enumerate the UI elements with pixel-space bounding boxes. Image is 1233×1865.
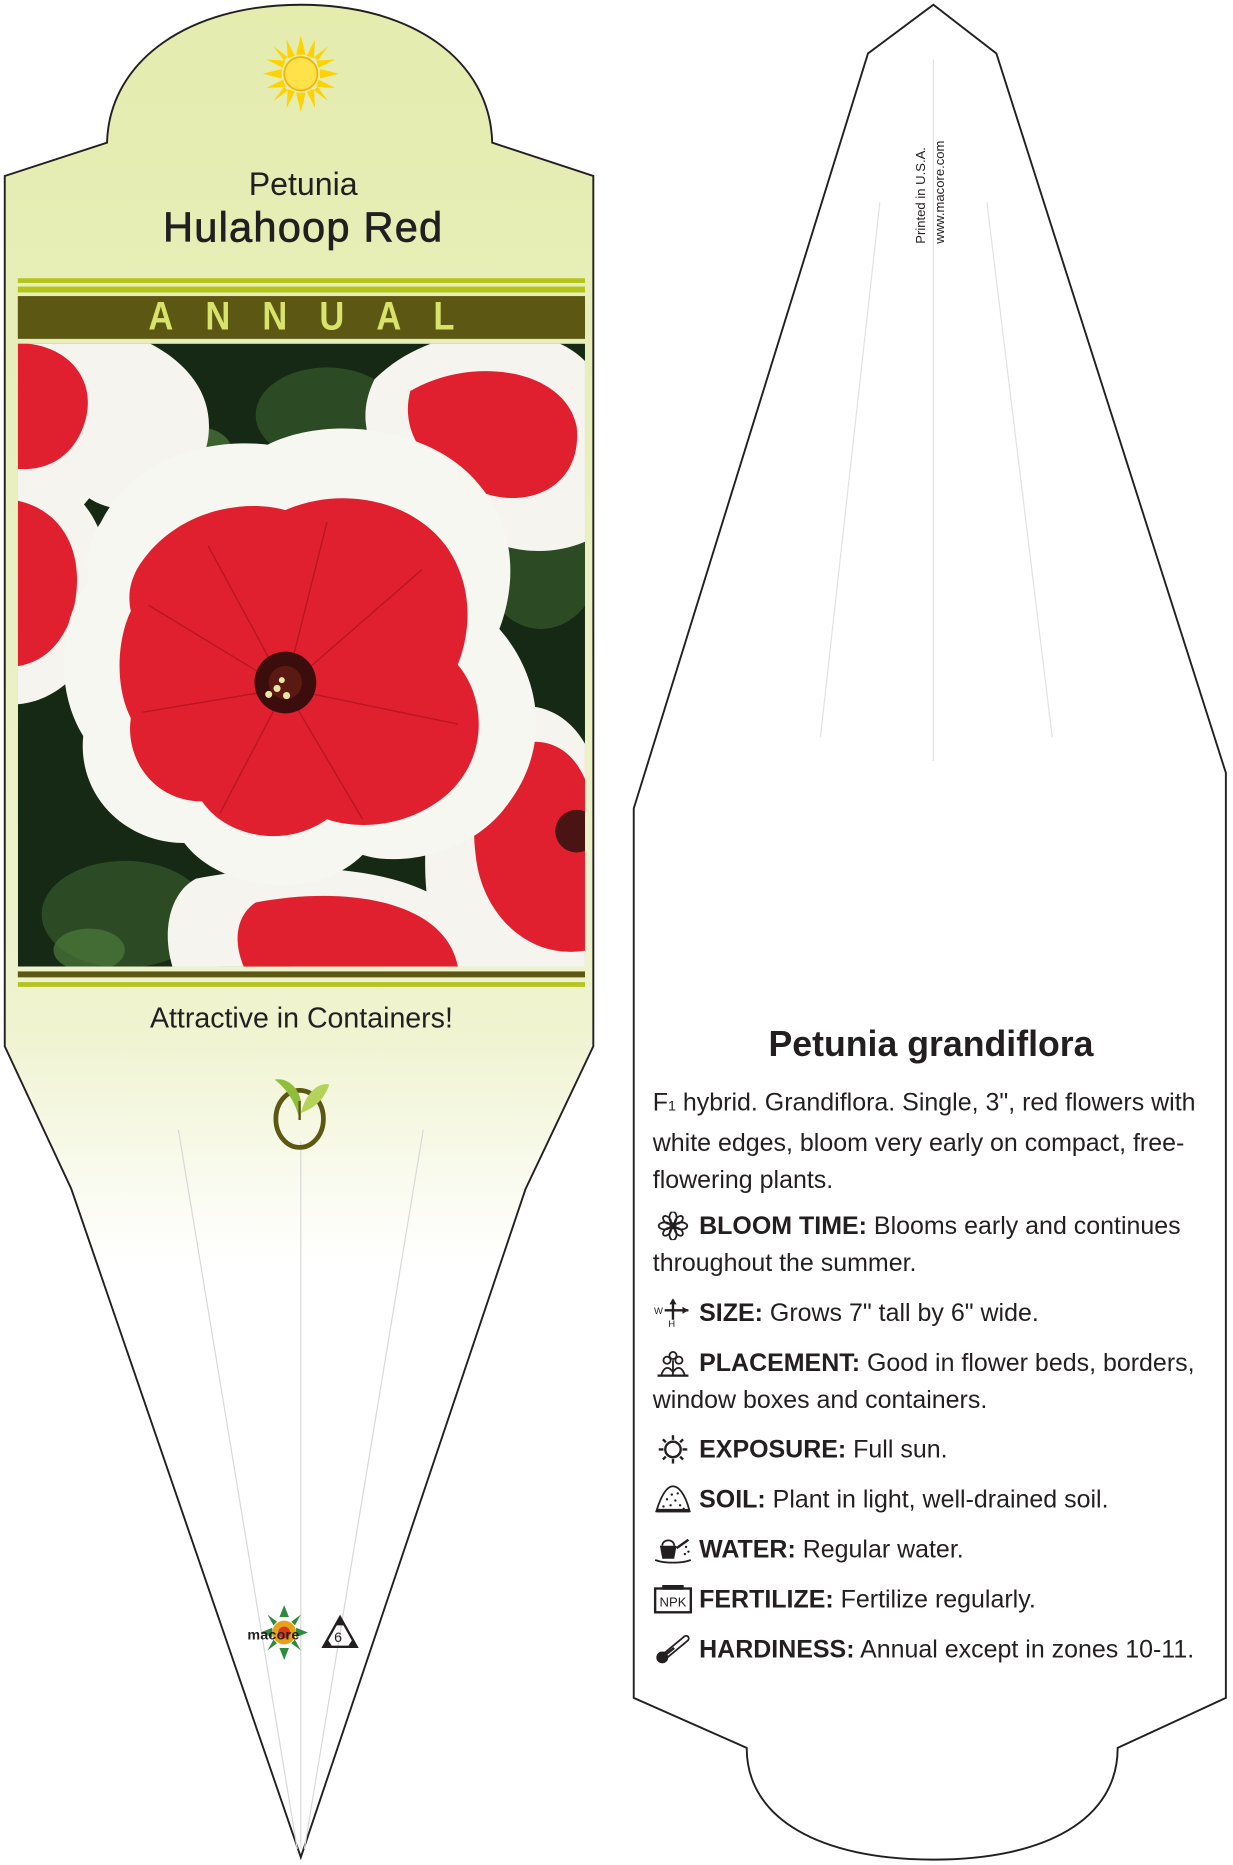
flower-photo bbox=[18, 344, 585, 967]
printed-country: Printed in U.S.A. bbox=[914, 147, 929, 244]
bloom-time-row: BLOOM TIME: Blooms early and continues throughout the summer. bbox=[652, 1212, 1181, 1277]
sun-icon bbox=[263, 36, 339, 112]
care-info bbox=[653, 1084, 1212, 1681]
plant-type-label: ANNUAL bbox=[148, 294, 487, 339]
flower-icon bbox=[653, 1212, 693, 1241]
soil-row: SOIL: Plant in light, well-drained soil. bbox=[653, 1482, 1212, 1519]
placement-icon bbox=[653, 1348, 693, 1377]
plant-type-band bbox=[18, 296, 585, 339]
placement-row: PLACEMENT: Good in flower beds, borders, window boxes and containers. bbox=[652, 1349, 1195, 1414]
svg-text:NPK: NPK bbox=[659, 1594, 687, 1610]
printed-info bbox=[912, 89, 960, 244]
size-row: W H SIZE: Grows 7" tall by 6" wide. bbox=[653, 1295, 1212, 1332]
fertilize-row: NPK FERTILIZE: Fertilize regularly. bbox=[653, 1581, 1212, 1618]
variety-name: Hulahoop Red bbox=[163, 204, 444, 251]
botanical-title: Petunia grandiflora bbox=[768, 1024, 1094, 1065]
recycle-code: 6 bbox=[334, 1628, 343, 1646]
hardiness-row: HARDINESS: Annual except in zones 10-11. bbox=[653, 1631, 1212, 1668]
npk-icon bbox=[653, 1585, 693, 1614]
exposure-row: EXPOSURE: Full sun. bbox=[653, 1432, 1212, 1469]
water-row: WATER: Regular water. bbox=[653, 1531, 1212, 1568]
brand-name: macore bbox=[247, 1626, 300, 1644]
soil-icon bbox=[653, 1485, 693, 1514]
brand-area bbox=[244, 1605, 363, 1664]
size-icon bbox=[653, 1298, 693, 1327]
description: F1 hybrid. Grandiflora. Single, 3", red flowers with white edges, bloom very early on compact, free-flowering plants. bbox=[652, 1089, 1196, 1194]
sun-outline-icon bbox=[653, 1435, 693, 1464]
thermometer-icon bbox=[653, 1635, 693, 1664]
seedling-logo bbox=[268, 1068, 335, 1154]
watering-can-icon bbox=[653, 1535, 693, 1564]
svg-text:H: H bbox=[668, 1318, 676, 1327]
printed-website: www.macore.com bbox=[933, 140, 948, 244]
tagline: Attractive in Containers! bbox=[149, 1002, 453, 1035]
common-name: Petunia bbox=[248, 166, 358, 203]
svg-text:W: W bbox=[653, 1305, 663, 1317]
